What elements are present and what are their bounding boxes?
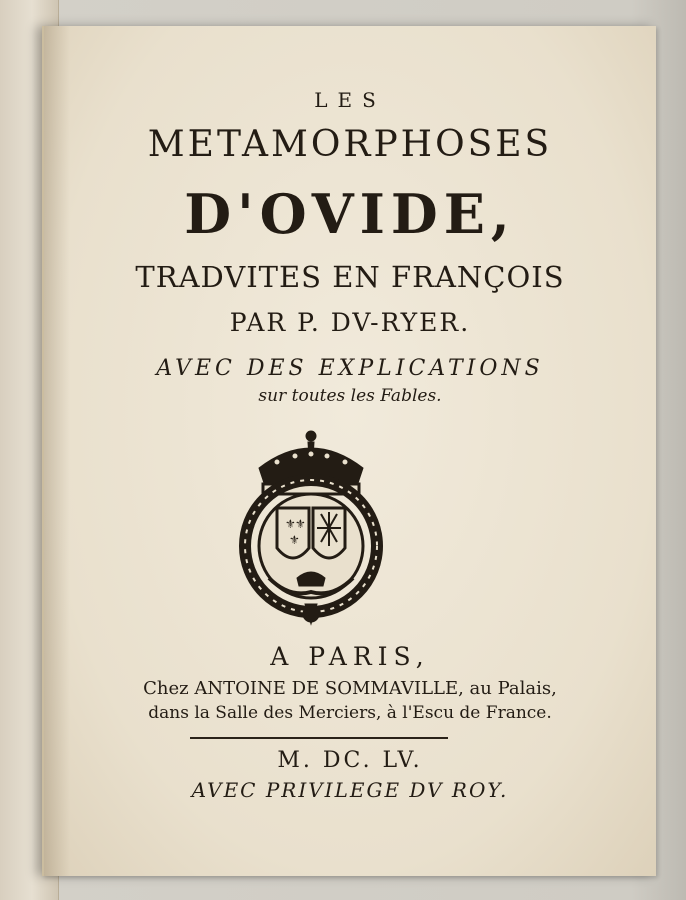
subtitle-line-traduites: TRADVITES EN FRANÇOIS [135,260,565,294]
title-line-les: LES [314,88,386,112]
author-line: PAR P. DV-RYER. [229,308,471,337]
imprint-address: dans la Salle des Merciers, à l'Escu de France. [148,703,552,723]
fables-line: sur toutes les Fables. [258,386,442,406]
explications-line: AVEC DES EXPLICATIONS [156,356,544,381]
divider-rule [190,737,448,739]
title-page [42,26,656,876]
title-line-metamorphoses: METAMORPHOSES [147,124,553,165]
title-line-ovide: D'OVIDE, [184,182,516,246]
imprint-city: A PARIS, [270,642,430,671]
imprint-date: M. DC. LV. [277,748,423,773]
svg-text:⚜: ⚜ [289,533,300,547]
imprint-publisher: Chez ANTOINE DE SOMMAVILLE, au Palais, [143,678,557,699]
svg-text:⚜: ⚜ [285,517,296,531]
svg-text:⚜: ⚜ [295,517,306,531]
royal-coat-of-arms-icon [229,428,393,628]
privilege-line: AVEC PRIVILEGE DV ROY. [191,778,509,802]
